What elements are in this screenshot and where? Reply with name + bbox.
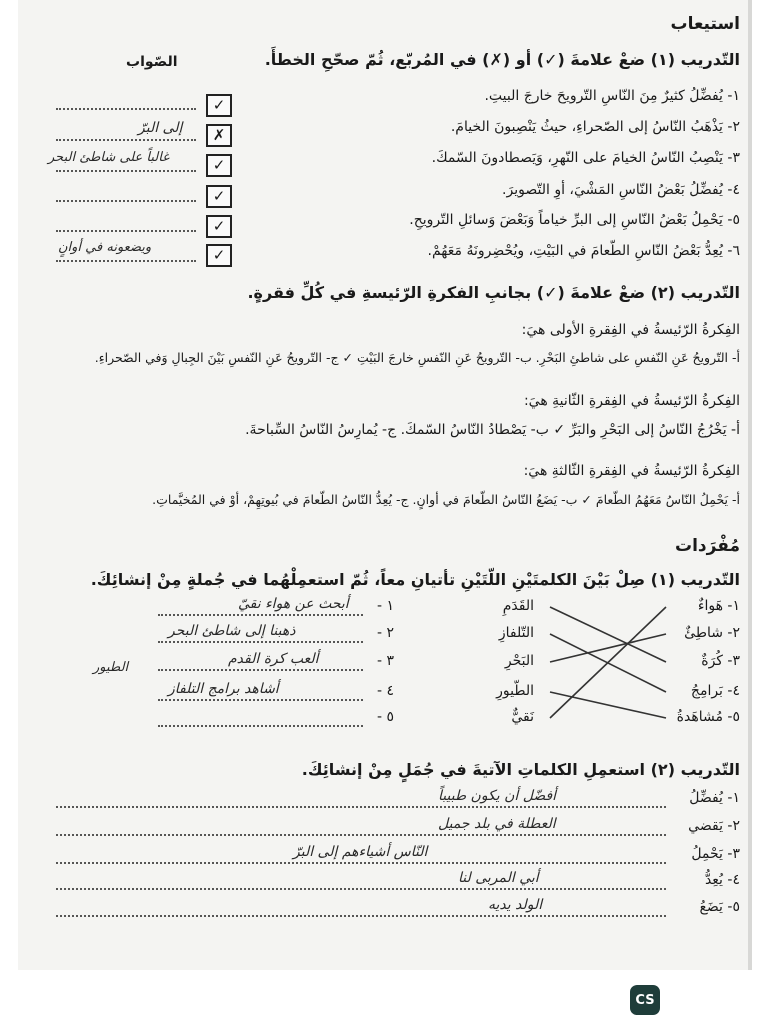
vocab-exercise-1-title: التّدريب (١) صِلْ بَيْنَ الكلمتَيْنِ اللّتَيْنِ تأتيانِ معاً، ثُمّ استعمِلْهُما في جُملةٍ مِنْ إنشائِكَ. <box>90 570 740 589</box>
sentence-number-4: ٤ - <box>376 683 394 699</box>
paragraph-1-options: أ- التّرويحُ عَنِ النّفسِ على شاطئِ البَحْرِ. ب- التّرويحُ عَنِ النّفسِ خارجَ البَيْتِ ✓ ج- التّرويحُ عَنِ النّفسِ بَيْنَ الجِبالِ وَفي الصّحراءِ. <box>94 350 740 365</box>
sentence-number-1: ١ - <box>376 598 394 614</box>
sentence-line-3 <box>158 669 363 671</box>
usage-word-4: ٤- يُعِدُّ <box>704 872 740 888</box>
paragraph-3-options: أ- يَحْمِلُ النّاسُ مَعَهُمُ الطّعامَ ✓ ب- يَضَعُ النّاسُ الطّعامَ في أوانٍ. ج- يُعِدُّ النّاسُ الطّعامَ في بُيوتِهِمْ، أوْ في المُخيَّماتِ. <box>152 492 740 507</box>
statement-4: ٤- يُفضِّلُ بَعْضُ النّاسِ المَشْيَ، أوِ التّصويرَ. <box>502 182 740 198</box>
usage-line-5 <box>56 915 666 917</box>
match-line-2 <box>550 634 666 662</box>
section-heading-vocabulary: مُفْرَدات <box>675 536 740 556</box>
paragraph-2-options: أ- يَخْرُجُ النّاسُ إلى البَحْرِ والبَرِّ ✓ ب- يَصْطادُ النّاسُ السّمكَ. ج- يُمارِسُ النّاسُ السِّباحةَ. <box>245 422 740 438</box>
match-left-word-4: الطّيورِ <box>496 683 534 699</box>
usage-line-3 <box>56 862 666 864</box>
answer-checkbox-3[interactable]: ✓ <box>206 154 232 177</box>
sentence-answer-2: ذهبنا إلى شاطئ البحر <box>168 623 296 639</box>
correction-text-3: غالباً على شاطئ البحر <box>48 150 169 165</box>
sentence-number-2: ٢ - <box>376 625 394 641</box>
usage-word-1: ١- يُفضِّلُ <box>689 790 740 806</box>
usage-word-5: ٥- يَضَعُ <box>699 899 740 915</box>
match-right-word-5: ٥- مُشاهَدةُ <box>676 709 740 725</box>
section-heading-comprehension: استيعاب <box>670 14 740 34</box>
match-right-word-1: ١- هَواءٌ <box>697 598 740 614</box>
usage-word-3: ٣- يَحْمِلُ <box>691 846 740 862</box>
sentence-line-1 <box>158 614 363 616</box>
sentence-answer-1: أبحث عن هواء نقيّ <box>238 596 349 612</box>
paragraph-1-question: الفِكرةُ الرّئيسةُ في الفِقرةِ الأولى هيَ: <box>521 322 740 338</box>
answer-checkbox-4[interactable]: ✓ <box>206 185 232 208</box>
matching-lines <box>18 0 752 970</box>
answer-checkbox-5[interactable]: ✓ <box>206 215 232 238</box>
usage-line-1 <box>56 806 666 808</box>
answer-checkbox-6[interactable]: ✓ <box>206 244 232 267</box>
match-line-5 <box>550 692 666 718</box>
statement-5: ٥- يَحْمِلُ بَعْضُ النّاسِ إلى البرِّ خياماً وَبَعْضَ وَسائلِ التّرويحِ. <box>409 212 740 228</box>
match-left-word-3: البَحْرِ <box>504 653 534 669</box>
statement-2: ٢- يَذْهَبُ النّاسُ إلى الصّحراءِ، حيثُ يَنْصِبونَ الخيامَ. <box>450 119 740 135</box>
correction-text-2: إلى البرّ <box>138 120 183 136</box>
correction-column-label: الصّواب <box>126 54 178 70</box>
match-left-word-2: التّلفازِ <box>498 625 534 641</box>
usage-answer-2: العطلة في بلد جميل <box>438 816 556 832</box>
correction-text-6: ويضعونه في أوانٍ <box>58 240 152 255</box>
usage-answer-5: الولد يديه <box>488 897 543 913</box>
sentence-line-4 <box>158 699 363 701</box>
statement-1: ١- يُفضِّلُ كثيرٌ مِنَ النّاسِ التّرويحَ خارجَ البيتِ. <box>484 88 740 104</box>
usage-answer-1: أفضّل أن يكون طبيباً <box>438 788 557 804</box>
worksheet-page <box>18 0 752 970</box>
sentence-answer-3: ألعب كرة القدم <box>228 651 319 667</box>
paragraph-2-question: الفِكرةُ الرّئيسةُ في الفِقرةِ الثّانيةِ هيَ: <box>523 393 740 409</box>
usage-answer-3: النّاس أشياءهم إلى البرّ <box>293 844 428 860</box>
answer-checkbox-1[interactable]: ✓ <box>206 94 232 117</box>
match-line-4 <box>550 634 666 692</box>
usage-word-2: ٢- يَقضي <box>688 818 740 834</box>
match-right-word-4: ٤- بَرامِجُ <box>690 683 740 699</box>
usage-line-4 <box>56 888 666 890</box>
exercise-2-title: التّدريب (٢) ضعْ علامةَ (✓) بجانبِ الفكرةِ الرّئيسةِ في كُلِّ فقرةٍ. <box>247 283 740 302</box>
usage-answer-4: أبي المربى لنا <box>458 870 539 886</box>
sentence-answer-5: الطيور <box>93 660 129 675</box>
match-line-3 <box>550 607 666 662</box>
usage-line-2 <box>56 834 666 836</box>
camscanner-badge: CS <box>630 985 660 1015</box>
match-right-word-3: ٣- كُرَةٌ <box>701 653 740 669</box>
sentence-line-2 <box>158 641 363 643</box>
match-left-word-5: نَقيٌّ <box>511 709 534 725</box>
sentence-number-5: ٥ - <box>376 709 394 725</box>
match-left-word-1: القَدَمِ <box>502 598 534 614</box>
sentence-answer-4: أشاهد برامج التلفاز <box>168 681 279 697</box>
exercise-1-title: التّدريب (١) ضعْ علامةَ (✓) أو (✗) في المُربّع، ثُمّ صحّحِ الخطأَ. <box>264 50 740 69</box>
vocab-exercise-2-title: التّدريب (٢) استعمِلِ الكلماتِ الآتيةَ في جُمَلٍ مِنْ إنشائِكَ. <box>301 760 740 779</box>
statement-6: ٦- يُعِدُّ بَعْضُ النّاسِ الطّعامَ في البَيْتِ، ويُحْضِرونَهُ مَعَهُمْ. <box>427 243 740 259</box>
match-right-word-2: ٢- شاطِئٌ <box>684 625 740 641</box>
statement-3: ٣- يَنْصِبُ النّاسُ الخيامَ على النّهرِ، وَيَصطادونَ السّمكَ. <box>431 150 740 166</box>
paragraph-3-question: الفِكرةُ الرّئيسةُ في الفِقرةِ الثّالثةِ هيَ: <box>523 463 740 479</box>
sentence-line-5 <box>158 725 363 727</box>
sentence-number-3: ٣ - <box>376 653 394 669</box>
answer-checkbox-2[interactable]: ✗ <box>206 124 232 147</box>
